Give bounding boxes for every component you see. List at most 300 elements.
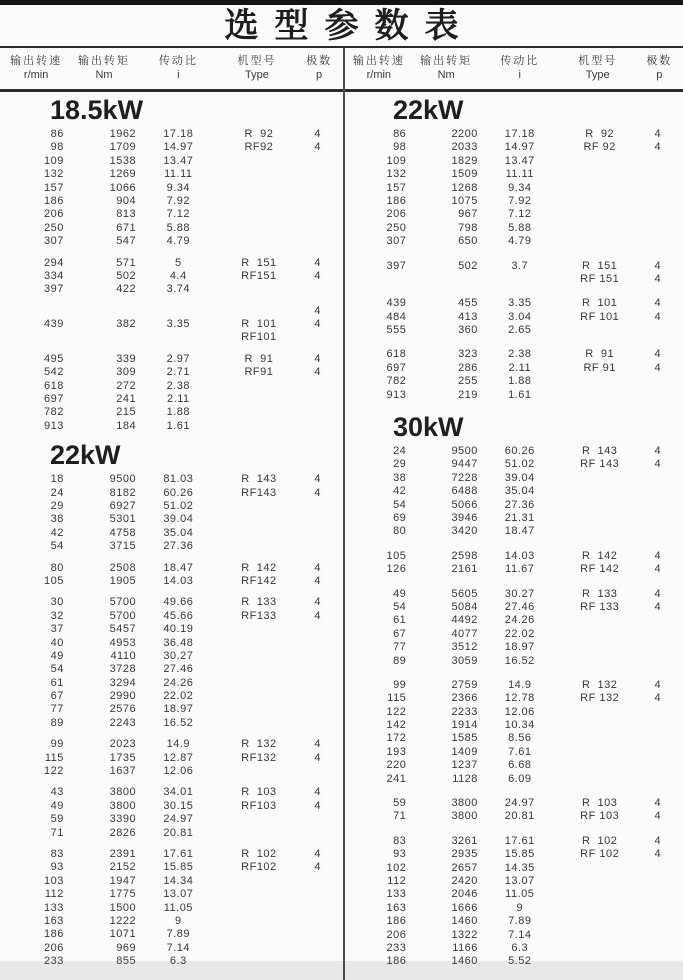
column-unit: i xyxy=(518,69,521,81)
output-torque-cell: 502 xyxy=(458,259,478,272)
pole-count-cell xyxy=(298,717,343,730)
model-type-cell xyxy=(219,813,298,826)
output-speed-cell: 42 xyxy=(50,526,64,539)
output-speed-cell: 80 xyxy=(50,561,64,574)
output-speed-cell: 250 xyxy=(386,221,407,234)
output-torque-cell: 3261 xyxy=(451,834,478,847)
column-label: 传动比 xyxy=(500,55,540,67)
output-speed-cell: 126 xyxy=(386,563,407,576)
ratio-cell: 21.31 xyxy=(504,511,535,524)
pole-count-cell xyxy=(298,928,343,941)
table-row xyxy=(343,955,683,968)
output-speed-cell: 24 xyxy=(393,445,407,458)
output-speed-cell: 102 xyxy=(386,861,407,874)
table-row xyxy=(343,375,683,388)
output-torque-cell: 5700 xyxy=(109,596,137,609)
pole-count-cell xyxy=(298,888,343,901)
table-row xyxy=(0,800,343,813)
output-torque-cell: 813 xyxy=(116,208,137,221)
table-row xyxy=(0,487,343,500)
pole-count-cell: 4 xyxy=(654,600,662,613)
output-speed-cell: 54 xyxy=(50,663,64,676)
output-speed-cell: 30 xyxy=(50,596,64,609)
ratio-cell xyxy=(137,305,219,318)
output-speed-cell: 397 xyxy=(44,283,64,296)
output-speed-cell: 697 xyxy=(44,393,64,406)
ratio-cell: 30.27 xyxy=(504,587,535,600)
output-torque-cell: 1460 xyxy=(451,915,478,928)
pole-count-cell: 4 xyxy=(314,304,321,317)
output-torque-cell: 1914 xyxy=(451,719,478,732)
model-type-cell: RF143 xyxy=(241,486,277,499)
ratio-cell: 14.9 xyxy=(166,738,191,751)
output-torque-cell: 1905 xyxy=(109,574,137,587)
table-row xyxy=(343,692,683,705)
model-type-cell: R 142 xyxy=(241,561,277,574)
output-torque-cell: 1166 xyxy=(452,941,478,954)
row-group xyxy=(0,305,343,345)
model-type-cell xyxy=(561,485,639,498)
section-heading: 22kW xyxy=(50,440,121,471)
column-header-ratio xyxy=(479,54,561,82)
ratio-cell: 34.01 xyxy=(163,786,194,799)
ratio-cell: 22.02 xyxy=(163,690,194,703)
output-torque-cell: 2233 xyxy=(451,705,478,718)
pole-count-cell: 4 xyxy=(654,678,662,691)
pole-count-cell: 4 xyxy=(654,141,662,154)
pole-count-cell xyxy=(639,389,683,402)
model-type-cell: R 102 xyxy=(581,834,618,847)
table-row xyxy=(0,663,343,676)
output-speed-cell: 29 xyxy=(50,499,64,512)
pole-count-cell xyxy=(639,773,683,786)
output-torque-cell: 2023 xyxy=(109,738,137,751)
output-speed-cell: 913 xyxy=(386,388,407,401)
ratio-cell: 35.04 xyxy=(504,485,535,498)
output-speed-cell: 71 xyxy=(393,810,407,823)
pole-count-cell xyxy=(298,500,343,513)
output-speed-cell: 307 xyxy=(386,235,407,248)
title-row xyxy=(0,5,683,48)
ratio-cell: 6.09 xyxy=(508,772,532,785)
output-speed-cell: 32 xyxy=(50,609,64,622)
ratio-cell: 14.97 xyxy=(163,141,194,154)
output-torque-cell: 1409 xyxy=(451,745,478,758)
pole-count-cell xyxy=(298,406,343,419)
output-speed-cell: 54 xyxy=(393,600,407,613)
output-speed-cell: 157 xyxy=(44,181,64,194)
output-torque-cell: 309 xyxy=(116,366,137,379)
output-torque-cell: 1075 xyxy=(451,194,478,207)
model-type-cell xyxy=(219,527,298,540)
output-torque-cell: 1460 xyxy=(451,955,478,968)
pole-count-cell: 4 xyxy=(314,609,321,622)
ratio-cell: 15.85 xyxy=(163,861,194,874)
output-speed-cell: 206 xyxy=(44,941,64,954)
ratio-cell: 17.61 xyxy=(163,847,194,860)
output-speed-cell: 186 xyxy=(44,194,64,207)
section-heading: 30kW xyxy=(393,412,464,443)
row-group xyxy=(343,445,683,539)
table-row xyxy=(343,512,683,525)
table-row xyxy=(343,875,683,888)
pole-count-cell: 4 xyxy=(654,310,662,323)
table-row xyxy=(0,195,343,208)
ratio-cell: 12.06 xyxy=(504,705,535,718)
pole-count-cell: 4 xyxy=(314,847,321,860)
model-type-cell xyxy=(219,650,298,663)
output-torque-cell: 855 xyxy=(116,955,137,968)
ratio-cell: 11.05 xyxy=(163,901,193,914)
output-speed-cell: 109 xyxy=(44,154,64,167)
table-row xyxy=(0,928,343,941)
output-torque-cell: 2657 xyxy=(451,861,478,874)
column-header-output-speed xyxy=(0,54,65,82)
pole-count-cell: 4 xyxy=(314,318,321,331)
ratio-cell: 11.05 xyxy=(505,888,535,901)
pole-count-cell xyxy=(298,942,343,955)
model-type-cell xyxy=(561,499,639,512)
pole-count-cell xyxy=(639,512,683,525)
ratio-cell: 60.26 xyxy=(163,486,194,499)
model-type-cell: R 92 xyxy=(244,128,274,140)
row-group xyxy=(0,473,343,553)
output-torque-cell: 969 xyxy=(116,941,137,954)
output-speed-cell: 38 xyxy=(50,513,64,526)
output-torque-cell: 286 xyxy=(458,361,478,374)
output-torque-cell: 7228 xyxy=(451,471,478,484)
output-speed-cell: 163 xyxy=(44,914,64,927)
output-torque-cell: 5301 xyxy=(109,513,137,526)
model-type-cell: RF101 xyxy=(241,331,277,344)
output-torque-cell: 3946 xyxy=(451,511,478,524)
pole-count-cell xyxy=(639,875,683,888)
table-row xyxy=(0,257,343,270)
pole-count-cell: 4 xyxy=(654,587,662,600)
ratio-cell: 35.04 xyxy=(163,526,194,539)
output-speed-cell: 77 xyxy=(393,641,407,654)
output-speed-cell: 439 xyxy=(44,318,64,331)
pole-count-cell: 4 xyxy=(314,561,321,574)
table-row xyxy=(0,650,343,663)
output-torque-cell: 1222 xyxy=(109,914,137,927)
pole-count-cell: 4 xyxy=(654,458,662,471)
model-type-cell: R 142 xyxy=(581,549,618,562)
model-type-cell: R 101 xyxy=(241,318,277,331)
model-type-cell xyxy=(561,641,639,654)
pole-count-cell: 4 xyxy=(654,348,662,361)
table-row xyxy=(0,222,343,235)
table-row xyxy=(343,260,683,273)
ratio-cell: 17.61 xyxy=(504,834,535,847)
model-type-cell: R 92 xyxy=(585,128,615,140)
output-speed-cell: 206 xyxy=(44,208,64,221)
ratio-cell: 4.79 xyxy=(166,235,191,248)
table-row xyxy=(0,235,343,248)
table-row xyxy=(0,562,343,575)
output-speed-cell: 186 xyxy=(44,928,64,941)
ratio-cell: 24.97 xyxy=(163,813,194,826)
column-header-poles xyxy=(639,54,683,82)
table-row xyxy=(343,563,683,576)
output-torque-cell: 255 xyxy=(458,375,478,388)
table-row xyxy=(0,305,343,318)
pole-count-cell: 4 xyxy=(314,366,321,379)
row-group xyxy=(343,835,683,969)
model-type-cell: R 143 xyxy=(581,445,618,458)
ratio-cell: 20.81 xyxy=(163,826,194,839)
table-header-right xyxy=(343,54,683,82)
ratio-cell: 9 xyxy=(175,914,182,927)
output-speed-cell: 206 xyxy=(386,928,407,941)
model-type-cell xyxy=(219,955,298,968)
row-group xyxy=(343,260,683,287)
ratio-cell: 18.47 xyxy=(504,525,535,538)
pole-count-cell xyxy=(298,955,343,968)
table-row xyxy=(343,208,683,221)
pole-count-cell xyxy=(639,324,683,337)
ratio-cell: 2.65 xyxy=(508,324,532,337)
table-row xyxy=(0,955,343,968)
model-type-cell: RF142 xyxy=(241,574,277,587)
pole-count-cell xyxy=(298,235,343,248)
table-row xyxy=(343,773,683,786)
output-speed-cell: 913 xyxy=(44,419,64,432)
output-torque-cell: 2243 xyxy=(109,716,137,729)
column-unit: Type xyxy=(585,69,610,81)
output-torque-cell: 5700 xyxy=(109,609,137,622)
row-group xyxy=(343,679,683,786)
output-torque-cell: 1500 xyxy=(109,901,137,914)
output-speed-cell: 86 xyxy=(50,128,64,140)
pole-count-cell xyxy=(639,499,683,512)
table-row xyxy=(343,235,683,248)
output-speed-cell: 40 xyxy=(50,636,64,649)
table-row xyxy=(0,752,343,765)
output-speed-cell: 782 xyxy=(44,406,64,419)
output-torque-cell: 2759 xyxy=(451,678,478,691)
column-unit: Nm xyxy=(95,69,113,81)
ratio-cell: 1.61 xyxy=(166,419,191,432)
pole-count-cell xyxy=(298,902,343,915)
output-torque-cell: 2420 xyxy=(451,874,478,887)
model-type-cell xyxy=(219,690,298,703)
output-torque-cell: 5084 xyxy=(451,600,478,613)
model-type-cell xyxy=(561,235,639,248)
table-row xyxy=(0,596,343,609)
model-type-cell xyxy=(561,915,639,928)
table-row xyxy=(0,500,343,513)
model-type-cell xyxy=(561,875,639,888)
pole-count-cell xyxy=(298,527,343,540)
ratio-cell: 1.61 xyxy=(508,388,532,401)
ratio-cell: 22.02 xyxy=(504,627,535,640)
ratio-cell: 49.66 xyxy=(163,596,194,609)
table-row xyxy=(343,472,683,485)
model-type-cell xyxy=(219,915,298,928)
output-torque-cell: 2576 xyxy=(109,703,137,716)
output-torque-cell: 1237 xyxy=(451,759,478,772)
column-unit: r/min xyxy=(366,69,392,81)
output-torque-cell: 3512 xyxy=(451,641,478,654)
output-torque-cell: 323 xyxy=(458,348,478,361)
output-speed-cell: 334 xyxy=(44,269,64,282)
table-panel-left xyxy=(0,92,343,976)
row-group xyxy=(0,257,343,297)
ratio-cell: 2.11 xyxy=(508,361,532,374)
output-speed-cell: 93 xyxy=(393,848,407,861)
model-type-cell xyxy=(219,717,298,730)
pole-count-cell: 4 xyxy=(314,352,321,365)
table-row xyxy=(343,155,683,168)
output-torque-cell: 2161 xyxy=(451,563,478,576)
pole-count-cell xyxy=(298,380,343,393)
output-torque-cell: 272 xyxy=(116,379,137,392)
model-type-cell xyxy=(219,182,298,195)
pole-count-cell xyxy=(639,525,683,538)
output-torque-cell: 360 xyxy=(458,324,478,337)
output-speed-cell: 250 xyxy=(44,221,64,234)
pole-count-cell xyxy=(298,513,343,526)
table-row xyxy=(343,628,683,641)
pole-count-cell: 4 xyxy=(654,272,662,285)
pole-count-cell xyxy=(639,641,683,654)
model-type-cell xyxy=(219,703,298,716)
pole-count-cell xyxy=(639,472,683,485)
model-type-cell xyxy=(219,637,298,650)
row-group xyxy=(343,588,683,668)
ratio-cell: 60.26 xyxy=(504,445,535,458)
pole-count-cell: 4 xyxy=(314,141,321,154)
ratio-cell: 7.14 xyxy=(166,941,191,954)
output-speed-cell: 49 xyxy=(393,587,407,600)
output-speed-cell: 59 xyxy=(393,797,407,810)
output-torque-cell: 2990 xyxy=(109,690,137,703)
model-type-cell xyxy=(561,773,639,786)
model-type-cell: R 103 xyxy=(581,797,618,810)
pole-count-cell xyxy=(298,677,343,690)
model-type-cell: RF 143 xyxy=(580,458,620,471)
model-type-cell xyxy=(561,929,639,942)
output-torque-cell: 3294 xyxy=(109,676,137,689)
pole-count-cell xyxy=(298,827,343,840)
output-speed-cell: 193 xyxy=(386,745,407,758)
output-speed-cell: 61 xyxy=(393,614,407,627)
output-speed-cell: 112 xyxy=(44,888,64,901)
model-type-cell: R 133 xyxy=(241,596,277,609)
table-row xyxy=(343,182,683,195)
pole-count-cell xyxy=(298,195,343,208)
output-speed-cell: 233 xyxy=(44,955,64,968)
model-type-cell xyxy=(561,324,639,337)
model-type-cell xyxy=(561,655,639,668)
pole-count-cell xyxy=(298,813,343,826)
column-label: 输出转矩 xyxy=(78,55,131,67)
output-torque-cell: 547 xyxy=(116,235,137,248)
table-row xyxy=(0,270,343,283)
ratio-cell: 11.11 xyxy=(505,168,534,181)
output-speed-cell: 172 xyxy=(386,732,407,745)
ratio-cell: 3.04 xyxy=(508,310,532,323)
output-speed-cell: 83 xyxy=(393,834,407,847)
table-row xyxy=(0,208,343,221)
model-type-cell: RF 133 xyxy=(580,600,620,613)
ratio-cell: 3.74 xyxy=(166,283,191,296)
model-type-cell xyxy=(219,283,298,296)
ratio-cell: 16.52 xyxy=(163,716,194,729)
output-torque-cell: 3728 xyxy=(109,663,137,676)
row-group xyxy=(0,786,343,840)
table-row xyxy=(0,690,343,703)
ratio-cell: 17.18 xyxy=(163,128,194,140)
table-row xyxy=(0,765,343,778)
model-type-cell xyxy=(561,732,639,745)
model-type-cell xyxy=(561,208,639,221)
pole-count-cell xyxy=(639,732,683,745)
ratio-cell: 3.7 xyxy=(511,259,529,272)
model-type-cell: RF 102 xyxy=(580,848,620,861)
ratio-cell: 5.88 xyxy=(508,221,532,234)
table-row xyxy=(0,420,343,433)
model-type-cell xyxy=(561,472,639,485)
table-row xyxy=(0,473,343,486)
pole-count-cell: 4 xyxy=(314,861,321,874)
output-torque-cell: 1666 xyxy=(451,901,478,914)
model-type-cell xyxy=(219,875,298,888)
model-type-cell xyxy=(561,614,639,627)
pole-count-cell xyxy=(298,650,343,663)
ratio-cell: 4.79 xyxy=(508,235,532,248)
output-torque-cell: 2046 xyxy=(451,888,478,901)
model-type-cell xyxy=(219,540,298,553)
model-type-cell: R 151 xyxy=(241,256,277,269)
ratio-cell: 18.97 xyxy=(504,641,535,654)
model-type-cell xyxy=(561,525,639,538)
table-row xyxy=(343,222,683,235)
pole-count-cell xyxy=(639,208,683,221)
table-row xyxy=(343,445,683,458)
output-speed-cell: 49 xyxy=(50,799,64,812)
output-speed-cell: 98 xyxy=(393,141,407,154)
ratio-cell: 14.9 xyxy=(508,678,532,691)
table-body-row xyxy=(0,92,683,980)
table-row xyxy=(343,679,683,692)
output-torque-cell: 3420 xyxy=(451,525,478,538)
pole-count-cell xyxy=(639,888,683,901)
output-torque-cell: 5457 xyxy=(109,623,137,636)
pole-count-cell xyxy=(639,719,683,732)
table-row xyxy=(343,311,683,324)
output-torque-cell: 3800 xyxy=(109,786,137,799)
output-torque-cell: 2366 xyxy=(451,692,478,705)
output-speed-cell: 67 xyxy=(393,627,407,640)
pole-count-cell: 4 xyxy=(654,563,662,576)
table-row xyxy=(343,719,683,732)
output-torque-cell: 3800 xyxy=(451,810,478,823)
ratio-cell: 39.04 xyxy=(504,471,535,484)
pole-count-cell xyxy=(298,765,343,778)
model-type-cell: R 102 xyxy=(241,847,277,860)
column-header-ratio xyxy=(137,54,219,82)
output-torque-cell: 215 xyxy=(116,406,137,419)
pole-count-cell: 4 xyxy=(314,256,321,269)
output-torque-cell xyxy=(408,273,479,286)
table-row xyxy=(343,929,683,942)
ratio-cell: 2.97 xyxy=(166,352,191,365)
row-group xyxy=(343,297,683,337)
section-heading: 18.5kW xyxy=(50,95,144,125)
output-torque-cell: 2200 xyxy=(451,128,478,140)
